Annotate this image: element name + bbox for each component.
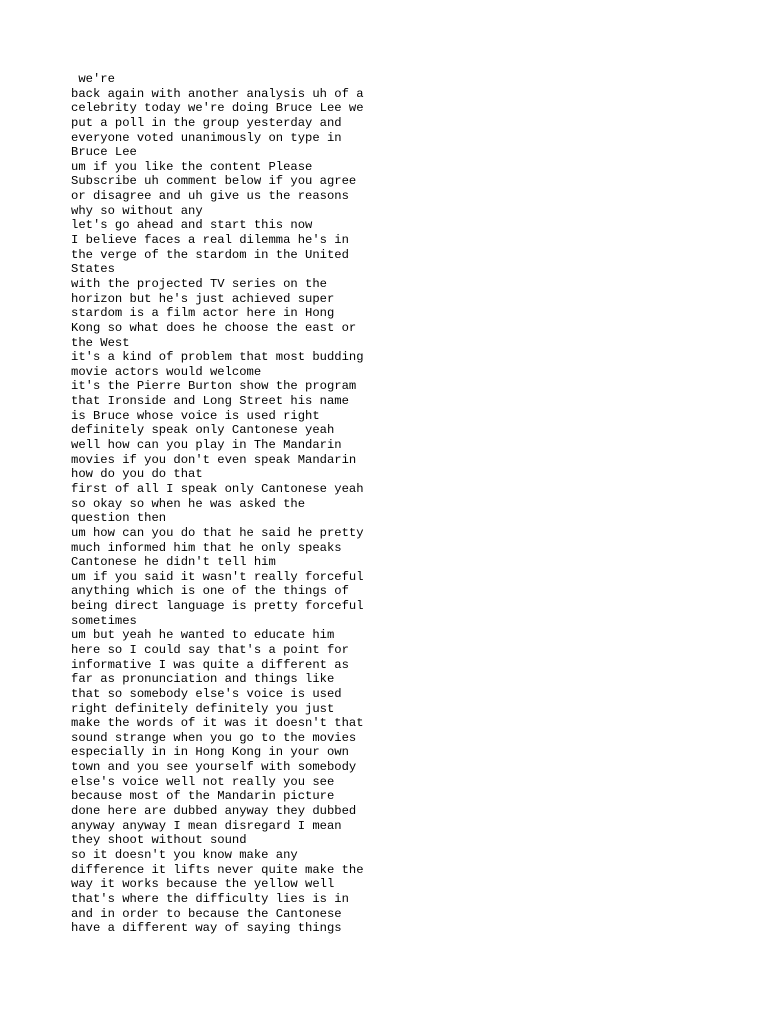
transcript-line: informative I was quite a different as [71, 657, 349, 672]
transcript-line: far as pronunciation and things like [71, 672, 335, 687]
transcript-line: Cantonese he didn't tell him [71, 555, 276, 570]
transcript-line: have a different way of saying things [71, 921, 342, 936]
transcript-line: because most of the Mandarin picture [71, 789, 335, 804]
transcript-line: definitely speak only Cantonese yeah [71, 423, 335, 438]
transcript-line: everyone voted unanimously on type in [71, 130, 342, 145]
transcript-line: it's the Pierre Burton show the program [71, 379, 357, 394]
transcript-line: being direct language is pretty forceful [71, 599, 364, 614]
transcript-line: else's voice well not really you see [71, 774, 335, 789]
transcript-line: anyway anyway I mean disregard I mean [71, 818, 342, 833]
transcript-line: here so I could say that's a point for [71, 642, 349, 657]
transcript-line: Subscribe uh comment below if you agree [71, 174, 357, 189]
transcript-line: make the words of it was it doesn't that [71, 716, 364, 731]
transcript-line: and in order to because the Cantonese [71, 906, 342, 921]
transcript-line: Kong so what does he choose the east or [71, 320, 357, 335]
transcript-line: well how can you play in The Mandarin [71, 438, 342, 453]
transcript-line: why so without any [71, 203, 203, 218]
transcript-line: the West [71, 335, 130, 350]
transcript-line: um but yeah he wanted to educate him [71, 628, 335, 643]
transcript-line: anything which is one of the things of [71, 584, 349, 599]
transcript-line: right definitely definitely you just [71, 701, 335, 716]
transcript-line: States [71, 262, 115, 277]
transcript-line: Bruce Lee [71, 145, 137, 160]
transcript-line: stardom is a film actor here in Hong [71, 306, 335, 321]
transcript-line: sound strange when you go to the movies [71, 730, 357, 745]
transcript-line: we're [71, 72, 115, 86]
transcript-line: especially in in Hong Kong in your own [71, 745, 349, 760]
transcript-line: movie actors would welcome [71, 364, 262, 379]
transcript-line: back again with another analysis uh of a [71, 86, 364, 101]
transcript-line: town and you see yourself with somebody [71, 760, 357, 775]
transcript-line: let's go ahead and start this now [71, 218, 313, 233]
transcript-page [71, 72, 751, 936]
transcript-line: much informed him that he only speaks [71, 540, 342, 555]
transcript-line: um if you said it wasn't really forceful [71, 569, 364, 584]
transcript-line: sometimes [71, 613, 137, 628]
transcript-line: um how can you do that he said he pretty [71, 525, 364, 540]
transcript-line: they shoot without sound [71, 833, 247, 848]
transcript-line: done here are dubbed anyway they dubbed [71, 804, 357, 819]
transcript-line: celebrity today we're doing Bruce Lee we [71, 101, 364, 116]
transcript-line: horizon but he's just achieved super [71, 291, 335, 306]
transcript-line: or disagree and uh give us the reasons [71, 189, 349, 204]
transcript-line: movies if you don't even speak Mandarin [71, 452, 357, 467]
transcript-line: is Bruce whose voice is used right [71, 408, 320, 423]
transcript-line: so okay so when he was asked the [71, 496, 306, 511]
transcript-line: um if you like the content Please [71, 159, 313, 174]
transcript-line: I believe faces a real dilemma he's in [71, 233, 349, 248]
transcript-line: put a poll in the group yesterday and [71, 115, 342, 130]
transcript-line: way it works because the yellow well [71, 877, 335, 892]
transcript-line: how do you do that [71, 467, 203, 482]
transcript-line: difference it lifts never quite make the [71, 862, 364, 877]
transcript-line: that Ironside and Long Street his name [71, 394, 349, 409]
transcript-line: first of all I speak only Cantonese yeah [71, 481, 364, 496]
transcript-line: it's a kind of problem that most budding [71, 350, 364, 365]
transcript-line: with the projected TV series on the [71, 276, 327, 291]
transcript-line: so it doesn't you know make any [71, 847, 298, 862]
transcript-line: the verge of the stardom in the United [71, 247, 349, 262]
transcript-line: that's where the difficulty lies is in [71, 891, 349, 906]
transcript-line: question then [71, 511, 167, 526]
transcript-line: that so somebody else's voice is used [71, 686, 342, 701]
